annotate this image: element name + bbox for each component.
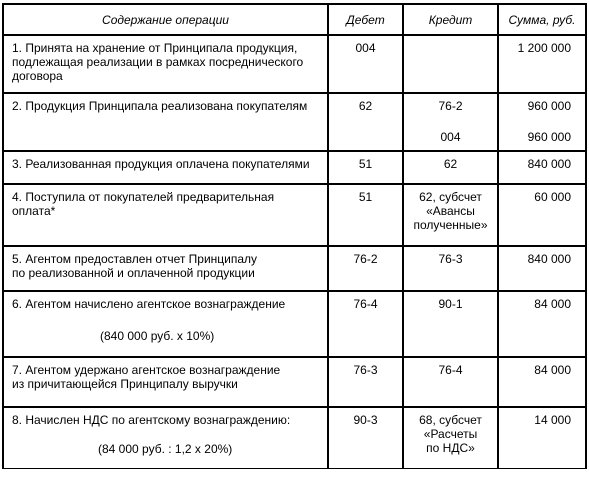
credit-text: по НДС» — [426, 441, 475, 455]
operation-text: оплата* — [12, 204, 56, 218]
credit-cell — [403, 184, 498, 246]
table-row — [3, 35, 586, 93]
table-row — [3, 291, 586, 357]
credit-cell: 76-3 — [403, 246, 498, 291]
header-sum: Сумма, руб. — [498, 4, 586, 35]
operation-text: по реализованной и оплаченной продукции — [12, 266, 255, 280]
credit-text: 76-2 — [438, 99, 463, 113]
table-row — [3, 151, 586, 184]
credit-text: 62, субсчет — [419, 190, 482, 204]
debit-cell: 004 — [328, 35, 403, 93]
operation-text: 2. Продукция Принципала реализована покупателям — [12, 99, 308, 113]
operation-text: 7. Агентом удержано агентское вознаграждение — [12, 363, 281, 377]
table-row — [3, 357, 586, 407]
operation-text: 5. Агентом предоставлен отчет Принципалу — [12, 252, 258, 266]
credit-text: «Расчеты — [423, 427, 478, 441]
operation-cell — [3, 184, 328, 246]
debit-cell: 90-3 — [328, 407, 403, 469]
debit-cell: 76-2 — [328, 246, 403, 291]
accounting-entries-table — [2, 3, 587, 469]
header-row — [3, 4, 586, 35]
credit-cell: 76-4 — [403, 357, 498, 407]
credit-text: 68, субсчет — [419, 413, 482, 427]
credit-cell — [403, 35, 498, 93]
operation-cell — [3, 93, 328, 151]
table-row — [3, 407, 586, 469]
operation-cell — [3, 246, 328, 291]
operation-cell — [3, 357, 328, 407]
table-row — [3, 184, 586, 246]
credit-text: полученные» — [413, 218, 488, 232]
credit-cell: 62 — [403, 151, 498, 184]
credit-text: 004 — [440, 130, 461, 144]
calculation-note: (84 000 руб. : 1,2 x 20%) — [98, 442, 233, 456]
table-row — [3, 93, 586, 151]
operation-cell — [3, 35, 328, 93]
debit-cell: 76-3 — [328, 357, 403, 407]
calculation-note: (840 000 руб. x 10%) — [100, 329, 215, 343]
sum-cell: 840 000 — [498, 151, 586, 184]
credit-cell: 90-1 — [403, 291, 498, 357]
sum-cell: 84 000 — [498, 291, 586, 357]
sum-cell: 84 000 — [498, 357, 586, 407]
sum-cell — [498, 93, 586, 151]
operation-cell — [3, 151, 328, 184]
table-row — [3, 246, 586, 291]
credit-text: «Авансы — [426, 204, 475, 218]
operation-cell — [3, 407, 328, 469]
header-credit: Кредит — [403, 4, 498, 35]
header-operation: Содержание операции — [3, 4, 328, 35]
operation-text: 8. Начислен НДС по агентскому вознаграждению: — [12, 413, 291, 427]
sum-cell: 840 000 — [498, 246, 586, 291]
credit-cell — [403, 407, 498, 469]
debit-cell: 51 — [328, 184, 403, 246]
operation-text: подлежащая реализации в рамках посреднического — [12, 55, 304, 69]
sum-text: 960 000 — [527, 99, 571, 113]
operation-text: 3. Реализованная продукция оплачена покупателями — [12, 157, 310, 171]
sum-cell: 60 000 — [498, 184, 586, 246]
header-debit: Дебет — [328, 4, 403, 35]
debit-cell: 62 — [328, 93, 403, 151]
sum-cell: 14 000 — [498, 407, 586, 469]
debit-cell: 76-4 — [328, 291, 403, 357]
sum-text: 960 000 — [527, 130, 571, 144]
sum-cell: 1 200 000 — [498, 35, 586, 93]
operation-text: из причитающейся Принципалу выручки — [12, 377, 238, 391]
operation-text: 1. Принята на хранение от Принципала продукция, — [12, 41, 298, 55]
operation-text: договора — [12, 69, 63, 83]
credit-cell — [403, 93, 498, 151]
operation-text: 6. Агентом начислено агентское вознаграждение — [12, 297, 286, 311]
debit-cell: 51 — [328, 151, 403, 184]
operation-cell — [3, 291, 328, 357]
operation-text: 4. Поступила от покупателей предварительная — [12, 190, 275, 204]
